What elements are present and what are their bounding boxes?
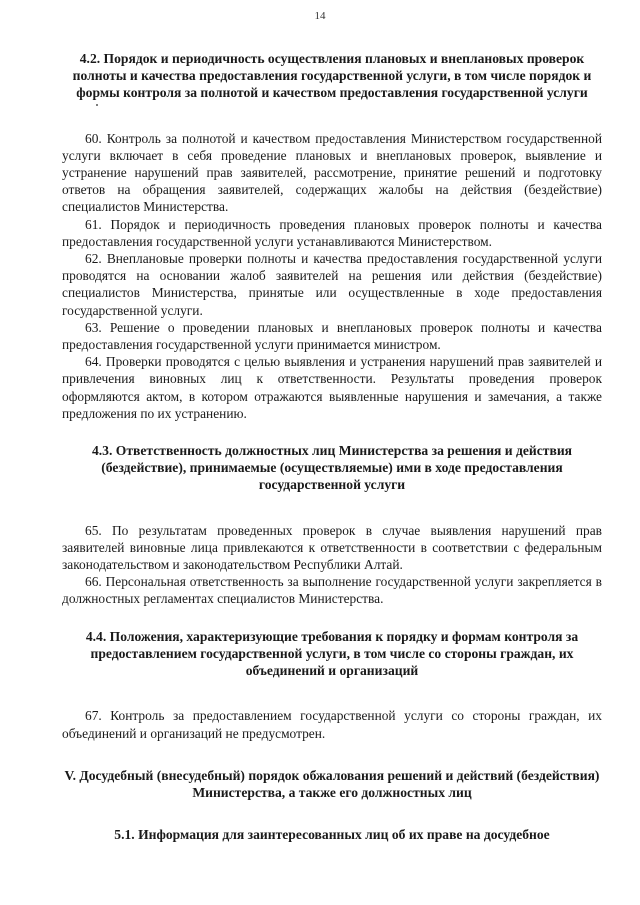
section-5-1-heading: 5.1. Информация для заинтересованных лиц об их праве на досудебное [114, 827, 550, 843]
section-4-3-heading: 4.3. Ответственность должностных лиц Министерства за решения и действия (бездействие), принимаемые (осуществляемые) ими в ходе предоставления государственной услуги [91, 443, 573, 493]
document-body [62, 50, 602, 843]
section-4-2-heading: 4.2. Порядок и периодичность осуществления плановых и внеплановых проверок полноты и качества предоставления государственной услуги, в том числе порядок и формы контроля за полнотой и качеством предоставления государственной услуги [72, 51, 592, 101]
section-4-4-heading: 4.4. Положения, характеризующие требования к порядку и формам контроля за предоставлением государственной услуги, в том числе со стороны граждан, их объединений и организаций [85, 628, 579, 679]
paragraph-63: 63. Решение о проведении плановых и внеплановых проверок полноты и качества предоставления государственной услуги принимается министром. [62, 319, 602, 353]
section-5-heading: V. Досудебный (внесудебный) порядок обжалования решений и действий (бездействия) Министерства, а также его должностных лиц [64, 767, 600, 800]
paragraph-65: 65. По результатам проведенных проверок в случае выявления нарушений прав заявителей виновные лица привлекаются к ответственности в соответствии с федеральным законодательством и законодательством Республики Алтай. [62, 522, 602, 573]
paragraph-60: 60. Контроль за полнотой и качеством предоставления Министерством государственной услуги включает в себя проведение плановых и внеплановых проверок, выявление и устранение нарушений прав заявителей, рассмотрение, принятие решений и подготовку ответов на обращения заявителей, содержащих жалобы на действия (бездействие) специалистов Министерства. [62, 130, 602, 215]
paragraph-66: 66. Персональная ответственность за выполнение государственной услуги закрепляется в должностных регламентах специалистов Министерства. [62, 574, 602, 607]
paragraph-61: 61. Порядок и периодичность проведения плановых проверок полноты и качества предоставления государственной услуги устанавливаются Министерством. [62, 216, 602, 249]
paragraph-62: 62. Внеплановые проверки полноты и качества предоставления государственной услуги проводятся на основании жалоб заявителей на решения или действия (бездействие) специалистов Министерства, принятые или осуществленные в ходе предоставления государственной услуги. [62, 251, 602, 318]
page-number: 14 [314, 10, 326, 22]
paragraph-64: 64. Проверки проводятся с целью выявления и устранения нарушений прав заявителей и привлечения виновных лиц к ответственности. Результаты проведения проверок оформляются актом, в котором отражаются выявленные нарушения и замечания, а также предложения по их устранению. [62, 354, 602, 421]
paragraph-67: 67. Контроль за предоставлением государственной услуги со стороны граждан, их объединений и организаций не предусмотрен. [62, 708, 602, 741]
